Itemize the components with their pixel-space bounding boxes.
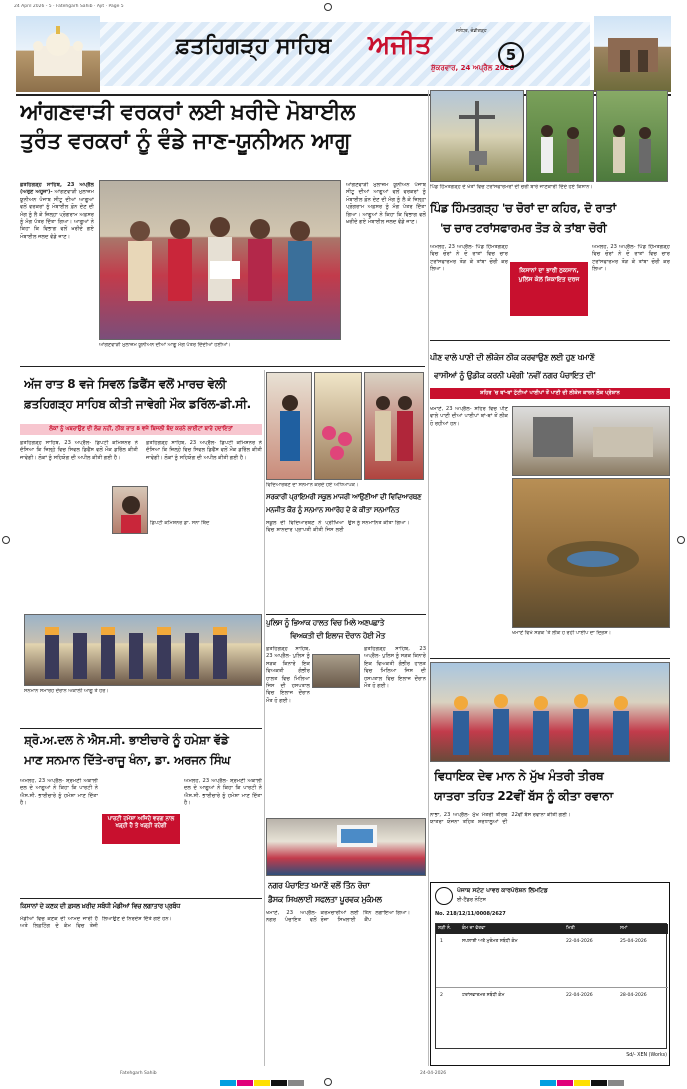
mockdrill-subhead: ਲੋਕਾਂ ਨੂੰ ਘਬਰਾਉਣ ਦੀ ਲੋੜ ਨਹੀਂ, ਠੀਕ ਰਾਤ 8 ਵਜੇ ਬਿਜਲੀ ਬੰਦ ਕਰਨੇ ਲਾਈਟਾਂ ਬਾਰੇ ਹਦਾਇਤਾਂ <box>20 424 262 435</box>
yatra-headline-2: ਯਾਤਰਾ ਤਹਿਤ 22ਵੀਂ ਬੱਸ ਨੂੰ ਕੀਤਾ ਰਵਾਨਾ <box>434 789 613 803</box>
theft-headline-1: ਪਿੰਡ ਹਿੰਮਤਗੜ੍ਹ 'ਚ ਚੋਰਾਂ ਦਾ ਕਹਿਰ, ਦੋ ਰਾਤਾਂ <box>430 201 616 215</box>
lead-dateline: ਫ਼ਤਹਿਗੜ੍ਹ ਸਾਹਿਬ, 23 ਅਪ੍ਰੈਲ (ਅਰੁਣ ਅਹੂਜਾ)- <box>20 182 94 196</box>
notice-header-cell: ਮਿਤੀ <box>566 926 575 931</box>
police-body: ਫ਼ਤਹਿਗੜ੍ਹ ਸਾਹਿਬ, 23 ਅਪ੍ਰੈਲ- ਪੁਲਿਸ ਨੂੰ ਸੜਕ ਕਿਨਾਰੇ ਇਕ ਵਿਅਕਤੀ ਗੰਭੀਰ ਹਾਲਤ ਵਿਚ ਮਿਲਿਆ ਜਿਸ ਦੀ ਹਸਪਤਾਲ ਵਿਚ ਇਲਾਜ ਦੌਰਾਨ ਮੌਤ ਹੋ ਗਈ। <box>266 646 310 704</box>
notice-table <box>435 923 667 1049</box>
notice-footer: Sd/- XEN (Works) <box>626 1053 667 1058</box>
notice-header-cell: ਲੜੀ ਨੰ. <box>438 926 452 931</box>
water-headline-2: ਵਾਸੀਆਂ ਨੂੰ ਉਡੀਕ ਕਰਨੀ ਪਵੇਗੀ 'ਨਵੀਂ ਨਗਰ ਪੰਚਾਇਤ ਦੀ' <box>434 371 596 380</box>
notice-cell: 25-04-2026 <box>620 939 647 944</box>
sad-photo-caption: ਸਨਮਾਨ ਸਮਾਰੋਹ ਦੌਰਾਨ ਅਕਾਲੀ ਆਗੂ ਤੇ ਹੋਰ। <box>24 688 109 694</box>
theft-body-continued: ਅਮਲੋਹ, 23 ਅਪ੍ਰੈਲ- ਪਿੰਡ ਹਿੰਮਤਗੜ੍ਹ ਵਿਚ ਚੋਰਾਂ ਨੇ ਦੋ ਰਾਤਾਂ ਵਿਚ ਚਾਰ ਟਰਾਂਸਫਾਰਮਰ ਤੋੜ ਕੇ ਤਾਂਬਾ ਚੋਰੀ ਕਰ ਲਿਆ। <box>592 244 670 273</box>
notice-subtitle: ਈ-ਟੈਂਡਰ ਨੋਟਿਸ <box>457 897 486 903</box>
lead-body: ਆਂਗਣਵਾੜੀ ਮੁਲਾਜ਼ਮ ਯੂਨੀਅਨ ਪੰਜਾਬ ਸੀਟੂ ਦੀਆਂ ਆਗੂਆਂ ਵਲੋਂ ਵਰਕਰਾਂ ਨੂੰ ਮੋਬਾਈਲ ਫ਼ੋਨ ਦੇਣ ਦੀ ਮੰਗ ਨੂੰ ਲੈ ਕੇ ਜ਼ਿਲ੍ਹਾ ਪ੍ਰੋਗਰਾਮ ਅਫ਼ਸਰ ਨੂੰ ਮੰਗ ਪੱਤਰ ਦਿੱਤਾ ਗਿਆ। ਆਗੂਆਂ ਨੇ ਕਿਹਾ ਕਿ ਵਿਭਾਗ ਵਲੋਂ ਖ਼ਰੀਦੇ ਗਏ ਮੋਬਾਈਲ ਜਲਦ ਵੰਡੇ ਜਾਣ। <box>20 189 94 240</box>
theft-top-caption: ਪਿੰਡ ਹਿੰਮਤਗੜ੍ਹ ਦੇ ਖੇਤਾਂ ਵਿਚ ਟਰਾਂਸਫਾਰਮਰਾਂ ਦੀ ਚੋਰੀ ਬਾਰੇ ਜਾਣਕਾਰੀ ਦਿੰਦੇ ਹੋਏ ਕਿਸਾਨ। <box>430 184 593 190</box>
dc-portrait <box>112 486 148 534</box>
theft-headline-2: 'ਚ ਚਾਰ ਟਰਾਂਸਫਾਰਮਰ ਤੋੜ ਕੇ ਤਾਂਬਾ ਚੋਰੀ <box>440 221 607 235</box>
sad-body-continued: ਅਮਲੋਹ, 23 ਅਪ੍ਰੈਲ- ਸ਼੍ਰੋਮਣੀ ਅਕਾਲੀ ਦਲ ਦੇ ਆਗੂਆਂ ਨੇ ਕਿਹਾ ਕਿ ਪਾਰਟੀ ਨੇ ਐਸ.ਸੀ. ਭਾਈਚਾਰੇ ਨੂੰ ਹਮੇਸ਼ਾ ਮਾਣ ਦਿੱਤਾ ਹੈ। <box>184 778 262 807</box>
water-headline-1: ਪੀਣ ਵਾਲੇ ਪਾਣੀ ਦੀ ਲੀਕੇਜ ਠੀਕ ਕਰਵਾਉਣ ਲਈ ਹੁਣ ਖਮਾਣੋਂ <box>430 353 595 362</box>
page-number: 5 <box>498 42 524 68</box>
school-photo-3 <box>364 372 424 480</box>
school-photo-caption: ਵਿਦਿਆਰਥਣ ਦਾ ਸਨਮਾਨ ਕਰਦੇ ਹੋਏ ਅਧਿਆਪਕ। <box>266 482 359 488</box>
lead-headline-2: ਤੁਰੰਤ ਵਰਕਰਾਂ ਨੂੰ ਵੰਡੇ ਜਾਣ-ਯੂਨੀਅਨ ਆਗੂ <box>20 129 351 154</box>
council-photo <box>266 818 426 876</box>
paper-name: ਅਜੀਤ <box>368 30 432 60</box>
theft-highlight: ਕਿਸਾਨਾਂ ਦਾ ਭਾਰੀ ਨੁਕਸਾਨ, ਪੁਲਿਸ ਕੋਲ ਸ਼ਿਕਾਇਤ ਦਰਜ <box>510 262 588 316</box>
police-headline-2: ਵਿਅਕਤੀ ਦੀ ਇਲਾਜ ਦੌਰਾਨ ਹੋਈ ਮੌਤ <box>290 631 385 640</box>
council-headline-2: ਡੈਸਕ ਸਿਖਲਾਈ ਸਫਲਤਾ ਪੂਰਵਕ ਮੁਕੰਮਲ <box>268 895 382 904</box>
notice-cell: ਟਰਾਂਸਫਾਰਮਰ ਸਬੰਧੀ ਕੰਮ <box>462 993 505 998</box>
school-headline-1: ਸਰਕਾਰੀ ਪ੍ਰਾਇਮਰੀ ਸਕੂਲ ਮਾਜਰੀ ਆਉਣੀਆਂ ਦੀ ਵਿਦਿਆਰਥਣ <box>266 493 422 501</box>
pspcl-logo-icon <box>435 887 453 905</box>
police-headline-1: ਪੁਲਿਸ ਨੂੰ ਭਿਆਕ ਹਾਲਤ ਵਿਚ ਮਿਲੇ ਅਣਪਛਾਤੇ <box>266 618 385 627</box>
sad-headline-2: ਮਾਣ ਸਨਮਾਨ ਦਿੱਤੇ-ਰਾਜੂ ਖੰਨਾ, ਡਾ. ਅਰਜਨ ਸਿੰਘ <box>24 753 231 767</box>
lead-body-continued: ਆਂਗਣਵਾੜੀ ਮੁਲਾਜ਼ਮ ਯੂਨੀਅਨ ਪੰਜਾਬ ਸੀਟੂ ਦੀਆਂ ਆਗੂਆਂ ਵਲੋਂ ਵਰਕਰਾਂ ਨੂੰ ਮੋਬਾਈਲ ਫ਼ੋਨ ਦੇਣ ਦੀ ਮੰਗ ਨੂੰ ਲੈ ਕੇ ਜ਼ਿਲ੍ਹਾ ਪ੍ਰੋਗਰਾਮ ਅਫ਼ਸਰ ਨੂੰ ਮੰਗ ਪੱਤਰ ਦਿੱਤਾ ਗਿਆ। ਆਗੂਆਂ ਨੇ ਕਿਹਾ ਕਿ ਵਿਭਾਗ ਵਲੋਂ ਖ਼ਰੀਦੇ ਗਏ ਮੋਬਾਈਲ ਜਲਦ ਵੰਡੇ ਜਾਣ। <box>346 182 426 226</box>
footer-right: 24-04-2026 <box>420 1071 447 1076</box>
notice-cell: 2 <box>440 993 443 998</box>
gurdwara-photo <box>16 16 100 92</box>
notice-row <box>436 938 668 988</box>
theft-photo-1 <box>430 90 524 182</box>
sad-headline-1: ਸ਼੍ਰੋ.ਅ.ਦਲ ਨੇ ਐਸ.ਸੀ. ਭਾਈਚਾਰੇ ਨੂੰ ਹਮੇਸ਼ਾ ਵੱਡੇ <box>24 733 229 747</box>
notice-cell: 1 <box>440 939 443 944</box>
school-photo-1 <box>266 372 312 480</box>
registration-mark-icon <box>324 3 332 11</box>
lead-photo <box>99 180 341 340</box>
theft-photo-2 <box>526 90 594 182</box>
school-photo-2 <box>314 372 362 480</box>
bottomleft-body: ਮੰਡੀਆਂ ਵਿਚ ਕਣਕ ਦੀ ਆਮਦ ਜਾਰੀ ਹੈ ਅਤੇ ਲਿਫ਼ਟਿੰਗ ਦੇ ਕੰਮ ਵਿਚ ਤੇਜ਼ੀ ਲਿਆਉਣ ਦੇ ਨਿਰਦੇਸ਼ ਦਿੱਤੇ ਗਏ ਹਨ। <box>20 916 173 930</box>
theft-body-right <box>592 244 670 336</box>
notice-table-header <box>436 924 668 934</box>
tender-notice <box>430 882 670 1066</box>
sad-highlight: ਪਾਰਟੀ ਹਮੇਸ਼ਾ ਅਜਿਹੇ ਵਰਗ ਨਾਲ ਖੜ੍ਹੀ ਹੈ ਤੇ ਖੜ੍ਹੀ ਰਹੇਗੀ <box>102 814 180 844</box>
lead-body-left <box>20 182 94 364</box>
school-body: ਸਕੂਲ ਦੀ ਵਿਦਿਆਰਥਣ ਨੇ ਪ੍ਰੀਖਿਆ ਵਿਚ ਸ਼ਾਨਦਾਰ ਪ੍ਰਾਪਤੀ ਕੀਤੀ ਜਿਸ ਲਈ ਉਸ ਨੂੰ ਸਨਮਾਨਿਤ ਕੀਤਾ ਗਿਆ। <box>266 520 410 534</box>
notice-cell: ਸਪਲਾਈ ਅਤੇ ਮੁਰੰਮਤ ਸਬੰਧੀ ਕੰਮ <box>462 939 518 944</box>
sad-photo <box>24 614 262 686</box>
notice-header-cell: ਸਮਾਂ <box>620 926 628 931</box>
yatra-photo <box>430 662 670 762</box>
water-photo-caption: ਖਮਾਣੋਂ ਵਿਖੇ ਸੜਕ 'ਤੇ ਲੀਕ ਹੋ ਰਹੀ ਪਾਈਪ ਦਾ ਦ੍ਰਿਸ਼। <box>512 630 611 636</box>
sad-body-right <box>184 778 262 896</box>
police-photo <box>312 654 360 688</box>
police-body-right <box>364 646 426 816</box>
bottomleft-headline: ਕਿਸਾਨਾਂ ਦੇ ਕਣਕ ਦੀ ਫ਼ਸਲ ਖ਼ਰੀਦ ਸਬੰਧੀ ਮੰਡੀਆਂ ਵਿਚ ਲਗਾਤਾਰ ਪ੍ਰਬੰਧ <box>20 902 181 910</box>
water-subhead: ਸ਼ਹਿਰ 'ਚ ਥਾਂ-ਥਾਂ ਟੁੱਟੀਆਂ ਪਾਈਪਾਂ ਤੋਂ ਪਾਣੀ ਦੀ ਲੀਕੇਜ ਕਾਰਨ ਲੋਕ ਪ੍ਰੇਸ਼ਾਨ <box>430 388 670 399</box>
water-body: ਖਮਾਣੋਂ, 23 ਅਪ੍ਰੈਲ- ਸ਼ਹਿਰ ਵਿਚ ਪੀਣ ਵਾਲੇ ਪਾਣੀ ਦੀਆਂ ਪਾਈਪਾਂ ਥਾਂ-ਥਾਂ ਤੋਂ ਲੀਕ ਹੋ ਰਹੀਆਂ ਹਨ। <box>430 406 508 427</box>
mockdrill-body: ਫ਼ਤਹਿਗੜ੍ਹ ਸਾਹਿਬ, 23 ਅਪ੍ਰੈਲ- ਡਿਪਟੀ ਕਮਿਸ਼ਨਰ ਨੇ ਦੱਸਿਆ ਕਿ ਜ਼ਿਲ੍ਹੇ ਵਿਚ ਸਿਵਲ ਡਿਫੈਂਸ ਵਲੋਂ ਮੌਕ ਡਰਿੱਲ ਕੀਤੀ ਜਾਵੇਗੀ। ਲੋਕਾਂ ਨੂੰ ਸਹਿਯੋਗ ਦੀ ਅਪੀਲ ਕੀਤੀ ਗਈ ਹੈ। <box>20 440 138 461</box>
lead-body-right <box>346 182 426 364</box>
yatra-body: ਨਾਭਾ, 23 ਅਪ੍ਰੈਲ- ਮੁੱਖ ਮੰਤਰੀ ਤੀਰਥ ਯਾਤਰਾ ਯੋਜਨਾ ਤਹਿਤ ਸ਼ਰਧਾਲੂਆਂ ਦੀ 22ਵੀਂ ਬੱਸ ਰਵਾਨਾ ਕੀਤੀ ਗਈ। <box>430 812 571 826</box>
registration-mark-icon <box>2 536 10 544</box>
monument-photo <box>594 16 671 92</box>
notice-ref: No. 218/12/11/0008/2627 <box>435 911 506 917</box>
theft-body: ਅਮਲੋਹ, 23 ਅਪ੍ਰੈਲ- ਪਿੰਡ ਹਿੰਮਤਗੜ੍ਹ ਵਿਚ ਚੋਰਾਂ ਨੇ ਦੋ ਰਾਤਾਂ ਵਿਚ ਚਾਰ ਟਰਾਂਸਫਾਰਮਰ ਤੋੜ ਕੇ ਤਾਂਬਾ ਚੋਰੀ ਕਰ ਲਿਆ। <box>430 244 508 273</box>
mockdrill-body-right <box>146 440 262 522</box>
footer-left: Fatehgarh Sahib <box>120 1071 157 1076</box>
notice-cell: 28-04-2026 <box>620 993 647 998</box>
notice-row <box>436 992 668 1042</box>
school-headline-2: ਮਨਜੀਤ ਕੌਰ ਨੂੰ ਸਨਮਾਨ ਸਮਾਰੋਹ ਦੇ ਕੇ ਕੀਤਾ ਸਨਮਾਨਿਤ <box>266 506 400 514</box>
masthead <box>16 16 671 92</box>
water-photo-2 <box>512 478 670 628</box>
paper-city: ਜਲੰਧਰ, ਚੰਡੀਗੜ੍ਹ <box>456 29 487 34</box>
registration-mark-icon <box>324 1078 332 1086</box>
dc-caption: ਡਿਪਟੀ ਕਮਿਸ਼ਨਰ ਡਾ. ਸੋਨਾ ਥਿੰਦ <box>150 520 210 526</box>
notice-title: ਪੰਜਾਬ ਸਟੇਟ ਪਾਵਰ ਕਾਰਪੋਰੇਸ਼ਨ ਲਿਮਟਿਡ <box>457 887 548 894</box>
mockdrill-headline-2: ਫ਼ਤਹਿਗੜ੍ਹ ਸਾਹਿਬ ਕੀਤੀ ਜਾਵੇਗੀ ਮੌਕ ਡਰਿੱਲ-ਡੀ.ਸੀ. <box>24 397 251 411</box>
mockdrill-headline-1: ਅੱਜ ਰਾਤ 8 ਵਜੇ ਸਿਵਲ ਡਿਫੈਂਸ ਵਲੋਂ ਮਾਰਚ ਵੇਲੀ <box>24 377 227 391</box>
notice-header-cell: ਕੰਮ ਦਾ ਵੇਰਵਾ <box>462 926 486 931</box>
color-bar <box>540 1071 660 1077</box>
issue-date: ਸ਼ੁੱਕਰਵਾਰ, 24 ਅਪ੍ਰੈਲ 2026 <box>431 64 515 72</box>
theft-photo-3 <box>596 90 668 182</box>
water-photo-1 <box>512 406 670 476</box>
lead-photo-caption: ਆਂਗਣਵਾੜੀ ਮੁਲਾਜ਼ਮ ਯੂਨੀਅਨ ਦੀਆਂ ਆਗੂ ਮੰਗ ਪੱਤਰ ਦਿੰਦੀਆਂ ਹੋਈਆਂ। <box>99 342 231 348</box>
section-title: ਫ਼ਤਹਿਗੜ੍ਹ ਸਾਹਿਬ <box>176 34 332 59</box>
color-bar <box>220 1071 340 1077</box>
notice-cell: 22-04-2026 <box>566 993 593 998</box>
lead-headline-1: ਆਂਗਣਵਾੜੀ ਵਰਕਰਾਂ ਲਈ ਖ਼ਰੀਦੇ ਮੋਬਾਈਲ <box>20 100 355 125</box>
mockdrill-body-continued: ਫ਼ਤਹਿਗੜ੍ਹ ਸਾਹਿਬ, 23 ਅਪ੍ਰੈਲ- ਡਿਪਟੀ ਕਮਿਸ਼ਨਰ ਨੇ ਦੱਸਿਆ ਕਿ ਜ਼ਿਲ੍ਹੇ ਵਿਚ ਸਿਵਲ ਡਿਫੈਂਸ ਵਲੋਂ ਮੌਕ ਡਰਿੱਲ ਕੀਤੀ ਜਾਵੇਗੀ। ਲੋਕਾਂ ਨੂੰ ਸਹਿਯੋਗ ਦੀ ਅਪੀਲ ਕੀਤੀ ਗਈ ਹੈ। <box>146 440 262 461</box>
print-line: 24 April 2026 - 5 · Fatehgarh Sahib · Ajit · Page 5 <box>14 4 124 9</box>
yatra-headline-1: ਵਿਧਾਇਕ ਦੇਵ ਮਾਨ ਨੇ ਮੁੱਖ ਮੰਤਰੀ ਤੀਰਥ <box>434 769 604 783</box>
police-body-continued: ਫ਼ਤਹਿਗੜ੍ਹ ਸਾਹਿਬ, 23 ਅਪ੍ਰੈਲ- ਪੁਲਿਸ ਨੂੰ ਸੜਕ ਕਿਨਾਰੇ ਇਕ ਵਿਅਕਤੀ ਗੰਭੀਰ ਹਾਲਤ ਵਿਚ ਮਿਲਿਆ ਜਿਸ ਦੀ ਹਸਪਤਾਲ ਵਿਚ ਇਲਾਜ ਦੌਰਾਨ ਮੌਤ ਹੋ ਗਈ। <box>364 646 426 690</box>
sad-body: ਅਮਲੋਹ, 23 ਅਪ੍ਰੈਲ- ਸ਼੍ਰੋਮਣੀ ਅਕਾਲੀ ਦਲ ਦੇ ਆਗੂਆਂ ਨੇ ਕਿਹਾ ਕਿ ਪਾਰਟੀ ਨੇ ਐਸ.ਸੀ. ਭਾਈਚਾਰੇ ਨੂੰ ਹਮੇਸ਼ਾ ਮਾਣ ਦਿੱਤਾ ਹੈ। <box>20 778 98 807</box>
registration-mark-icon <box>677 536 685 544</box>
notice-cell: 22-04-2026 <box>566 939 593 944</box>
council-headline-1: ਨਗਰ ਪੰਚਾਇਤ ਖਮਾਣੋਂ ਵਲੋਂ ਤਿੰਨ ਰੋਜ਼ਾ <box>268 881 370 890</box>
council-body: ਖਮਾਣੋਂ, 23 ਅਪ੍ਰੈਲ- ਨਗਰ ਪੰਚਾਇਤ ਵਲੋਂ ਕਰਮਚਾਰੀਆਂ ਲਈ ਤਿੰਨ ਰੋਜ਼ਾ ਸਿਖਲਾਈ ਕੈਂਪ ਲਗਾਇਆ ਗਿਆ। <box>266 910 411 924</box>
